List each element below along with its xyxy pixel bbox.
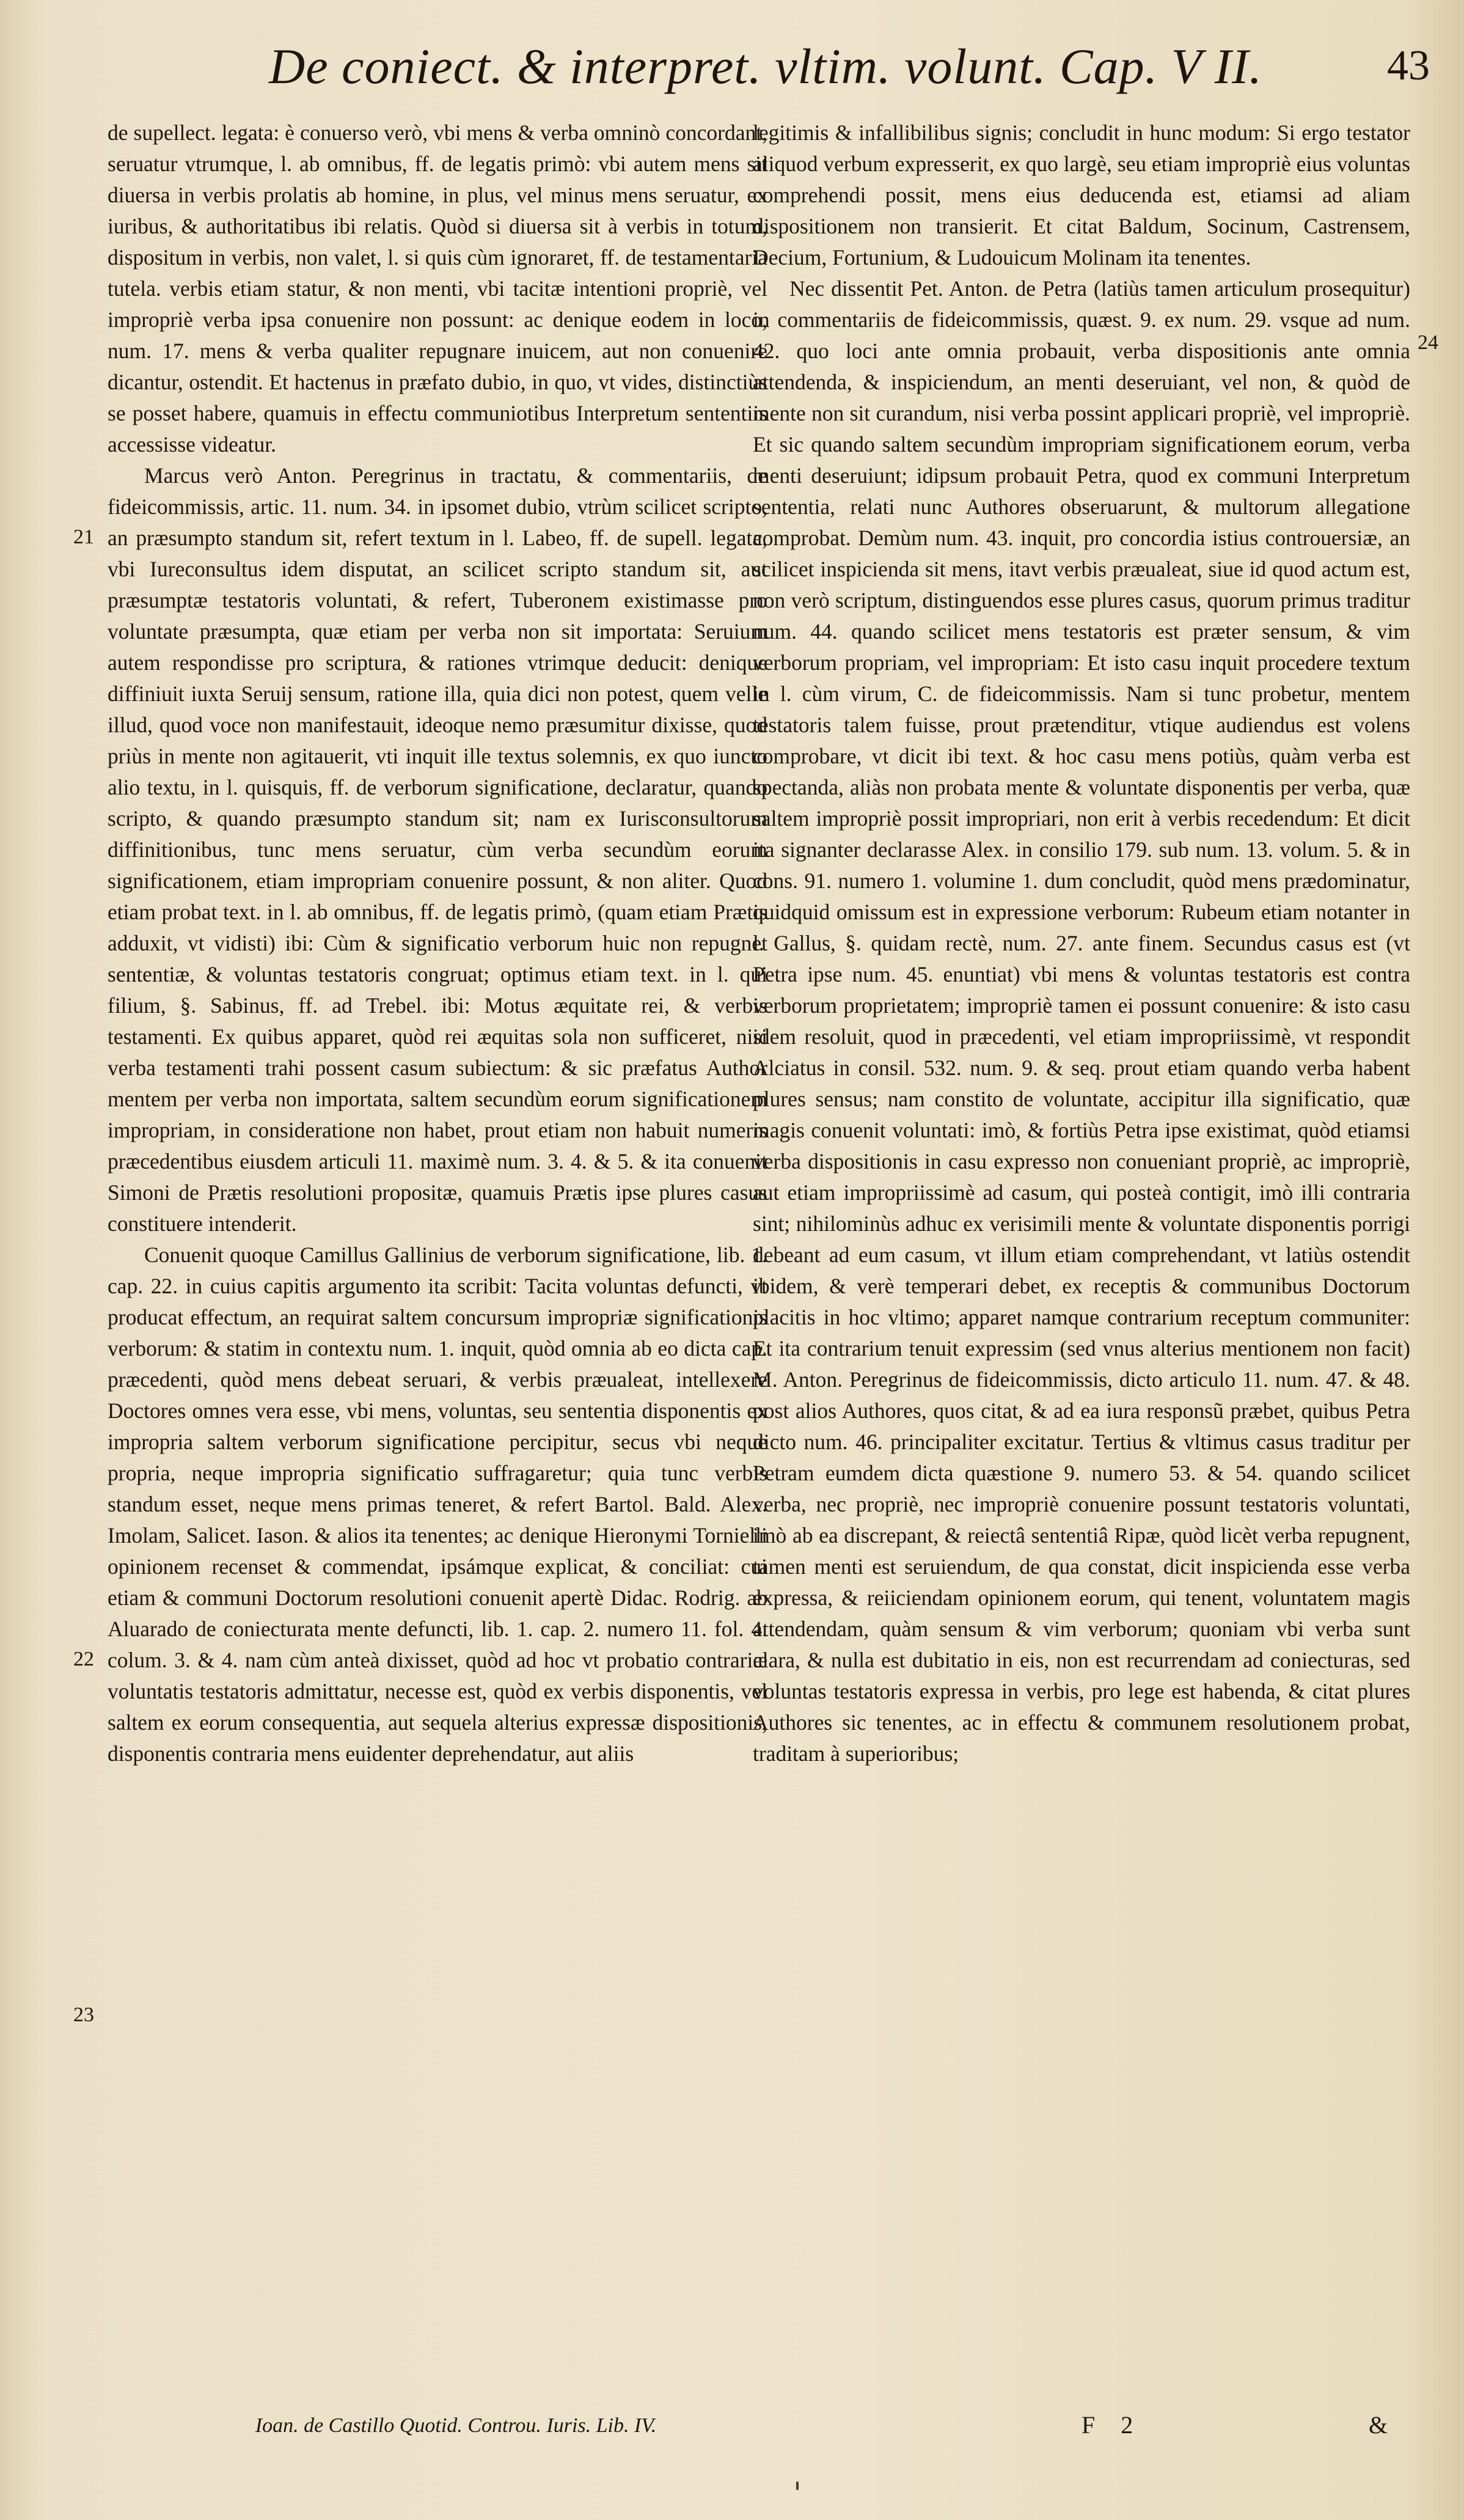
left-paragraph-gallinius: Conuenit quoque Camillus Gallinius de verborum significatione, lib. 1. cap. 22. in cuius capitis argumento ita scribit: Tacita voluntas defuncti, vt producat effectum, an requirat saltem concursum impropriæ significationis verborum: & statim in contextu num. 1. inquit, quòd omnia ab eo dicta cap. præcedenti, quòd mens debeat seruari, & verbis præualeat, intellexere Doctores omnes vera esse, vbi mens, voluntas, seu sententia disponentis ex impropria saltem verborum significatione percipitur, secus vbi neque propria, neque impropria significatio suffragaretur; quia tunc verbis standum esset, neque mens primas teneret, & refert Bartol. Bald. Alex. Imolam, Salicet. Iason. & alios ita tenentes; ac denique Hieronymi Tornielli opinionem recenset & commendat, ipsámque explicat, & conciliat: cui etiam & communi Doctorum resolutioni conuenit apertè Didac. Rodrig. ab Aluarado de coniecturata mente defuncti, lib. 1. cap. 2. numero 11. fol. 4. colum. 3. & 4. nam cùm anteà dixisset, quòd ad hoc vt probatio contrariæ voluntatis testatoris admittatur, necesse est, quòd ex verbis disponentis, vel saltem ex eorum consequentia, aut sequela alterius expressæ dispositionis, disponentis contraria mens euidenter deprehendatur, aut aliis — [108, 1243, 767, 1766]
page-number: 43 — [1387, 42, 1430, 89]
running-title: De coniect. & interpret. vltim. volunt. Cap. V II. — [269, 39, 1262, 94]
ink-speck — [796, 2481, 799, 2490]
margin-number-22: 22 — [73, 1648, 94, 1670]
page-header — [269, 38, 1430, 111]
right-paragraph-continuation: legitimis & infallibilibus signis; concludit in hunc modum: Si ergo testator aliquod verbum expresserit, ex quo largè, seu etiam impropriè eius voluntas comprehendi possit, mens eius deducenda est, etiamsi ad aliam dispositionem non transierit. Et citat Baldum, Socinum, Castrensem, Decium, Fortunium, & Ludouicum Molinam ita tenentes. — [753, 120, 1410, 270]
left-paragraph-peregrinus: Marcus verò Anton. Peregrinus in tractatu, & commentariis, de fideicommissis, artic. 11. num. 34. in ipsomet dubio, vtrùm scilicet scripto, an præsumpto standum sit, refert textum in l. Labeo, ff. de supell. legata, vbi Iureconsultus idem disputat, an scilicet scripto standum sit, aut præsumptæ testatoris voluntati, & refert, Tuberonem existimasse pro voluntate præsumpta, quæ etiam per verba non sit importata: Seruium autem respondisse pro scriptura, & rationes vtrimque deducit: denique diffiniuit iuxta Seruij sensum, ratione illa, quia dici non potest, quem velle illud, quod voce non manifestauit, ideoque nemo præsumitur dixisse, quod priùs in mente non agitauerit, vti inquit ille textus solemnis, ex quo iuncto alio textu, in l. quisquis, ff. de verborum significatione, declaratur, quando scripto, & quando præsumpto standum sit; nam ex Iurisconsultorum diffinitionibus, tunc mens seruatur, cùm verba secundùm eorum significationem, etiam impropriam conuenire possunt, & non aliter. Quod etiam probat text. in l. ab omnibus, ff. de legatis primò, (quam etiam Prætis adduxit, vt vidisti) ibi: Cùm & significatio verborum huic non repugnet sententiæ, & voluntas testatoris congruat; optimus etiam text. in l. qui filium, §. Sabinus, ff. ad Trebel. ibi: Motus æquitate rei, & verbis testamenti. Ex quibus apparet, quòd rei æquitas sola non sufficeret, nisi verba testamenti trahi possent casum subiectum: & sic præfatus Author mentem per verba non importata, saltem secundùm eorum significationem impropriam, in consideratione non habet, prout etiam non habuit numeris præcedentibus eiusdem articuli 11. maximè num. 3. 4. & 5. & ita conuenit Simoni de Prætis resolutioni propositæ, quamuis Prætis ipse plures casus constituere intenderit. — [108, 463, 767, 1236]
right-column — [753, 117, 1410, 1769]
margin-number-21: 21 — [73, 526, 94, 548]
footer-source-line: Ioan. de Castillo Quotid. Controu. Iuris. Lib. IV. — [255, 2414, 657, 2437]
margin-number-24: 24 — [1418, 331, 1438, 354]
left-column — [108, 117, 767, 1769]
left-paragraph-continuation: de supellect. legata: è conuerso verò, vbi mens & verba omninò concordant, seruatur vtrumque, l. ab omnibus, ff. de legatis primò: vbi autem mens sit diuersa in verbis prolatis ab homine, in plus, vel minus mens seruatur, ex iuribus, & authoritatibus ibi relatis. Quòd si diuersa sit à verbis in totum, dispositum in verbis, non valet, l. si quis cùm ignoraret, ff. de testamentaria tutela. verbis etiam statur, & non menti, vbi tacitæ intentioni propriè, vel impropriè verba ipsa conuenire non possunt: ac denique eodem in loco, num. 17. mens & verba qualiter repugnare inuicem, aut non conuenire dicantur, ostendit. Et hactenus in præfato dubio, in quo, vt vides, distinctiùs se posset habere, quamuis in effectu communiotibus Interpretum sententiis accessisse videatur. — [108, 120, 767, 457]
catchword: & — [1369, 2411, 1388, 2439]
margin-number-23: 23 — [73, 2004, 94, 2026]
signature-mark: F 2 — [1082, 2411, 1143, 2439]
right-paragraph-petra: Nec dissentit Pet. Anton. de Petra (latiùs tamen articulum prosequitur) in commentariis de fideicommissis, quæst. 9. ex num. 29. vsque ad num. 42. quo loci ante omnia probauit, verba dispositionis ante omnia attendenda, & inspiciendum, an menti deseruiant, vel non, & quòd de mente non sit curandum, nisi verba possint applicari propriè, vel impropriè. Et sic quando saltem secundùm impropriam significationem eorum, verba menti deseruiunt; idipsum probauit Petra, quod ex communi Interpretum sententia, relati nunc Authores obseruarunt, & multorum allegatione comprobat. Demùm num. 43. inquit, pro concordia istius controuersiæ, an scilicet inspicienda sit mens, itavt verbis præualeat, siue id quod actum est, non verò scriptum, distinguendos esse plures casus, quorum primus traditur num. 44. quando scilicet mens testatoris est præter sensum, & vim verborum propriam, vel impropriam: Et isto casu inquit procedere textum in l. cùm virum, C. de fideicommissis. Nam si tunc probetur, mentem testatoris talem fuisse, prout prætenditur, vtique audiendus est volens comprobare, vt dicit ibi text. & hoc casu mens potiùs, quàm verba est spectanda, aliàs non probata mente & voluntate disponentis per verba, quæ saltem impropriè possit impropriari, non erit à verbis recedendum: Et dicit ita signanter declarasse Alex. in consilio 179. sub num. 13. volum. 5. & in cons. 91. numero 1. volumine 1. dum concludit, quòd mens prædominatur, quidquid omissum est in expressione verborum: Rubeum etiam notanter in l. Gallus, §. quidam rectè, num. 27. ante finem. Secundus casus est (vt Petra ipse num. 45. enuntiat) vbi mens & voluntas testatoris est contra verborum proprietatem; impropriè tamen ei possunt conuenire: & isto casu idem resoluit, quod in præcedenti, vel etiam impropriissimè, vt respondit Alciatus in consil. 532. num. 9. & seq. prout etiam quando verba habent plures sensus; nam constito de voluntate, accipitur illa significatio, quæ magis conuenit voluntati: imò, & fortiùs Petra ipse existimat, quòd etiamsi verba dispositionis in casu expresso non conueniant propriè, ac impropriè, aut etiam impropriissimè ad casum, qui posteà contigit, imò illi contraria sint; nihilominùs adhuc ex verisimili mente & voluntate disponentis porrigi debeant ad eum casum, vt illum etiam comprehendant, vt latiùs ostendit ibidem, & verè temperari debet, ex receptis & communibus Doctorum placitis in hoc vltimo; apparet namque contrarium receptum communiter: Et ita contrarium tenuit expressim (sed vnus alterius mentionem non facit) M. Anton. Peregrinus de fideicommissis, dicto articulo 11. num. 47. & 48. post alios Authores, quos citat, & ad ea iura responsũ præbet, quibus Petra dicto num. 46. principaliter excitatur. Tertius & vltimus casus traditur per Petram eumdem dicta quæstione 9. numero 53. & 54. quando scilicet verba, nec propriè, nec impropriè conuenire possunt testatoris voluntati, imò ab ea discrepant, & reiectâ sententiâ Ripæ, quòd licèt verba repugnent, tamen menti est seruiendum, de qua constat, dicit inspicienda esse verba expressa, & reiiciendam opinionem eorum, qui tenent, voluntatem magis attendendam, quàm sensum & vim verborum; quoniam vbi verba sunt clara, & nulla est dubitatio in eis, non est recurrendam ad coniecturas, sed voluntas testatoris expressa in verbis, pro lege est habenda, & citat plures Authores sic tenentes, ac in effectu & communem resolutionem probat, traditam à superioribus; — [753, 276, 1410, 1766]
